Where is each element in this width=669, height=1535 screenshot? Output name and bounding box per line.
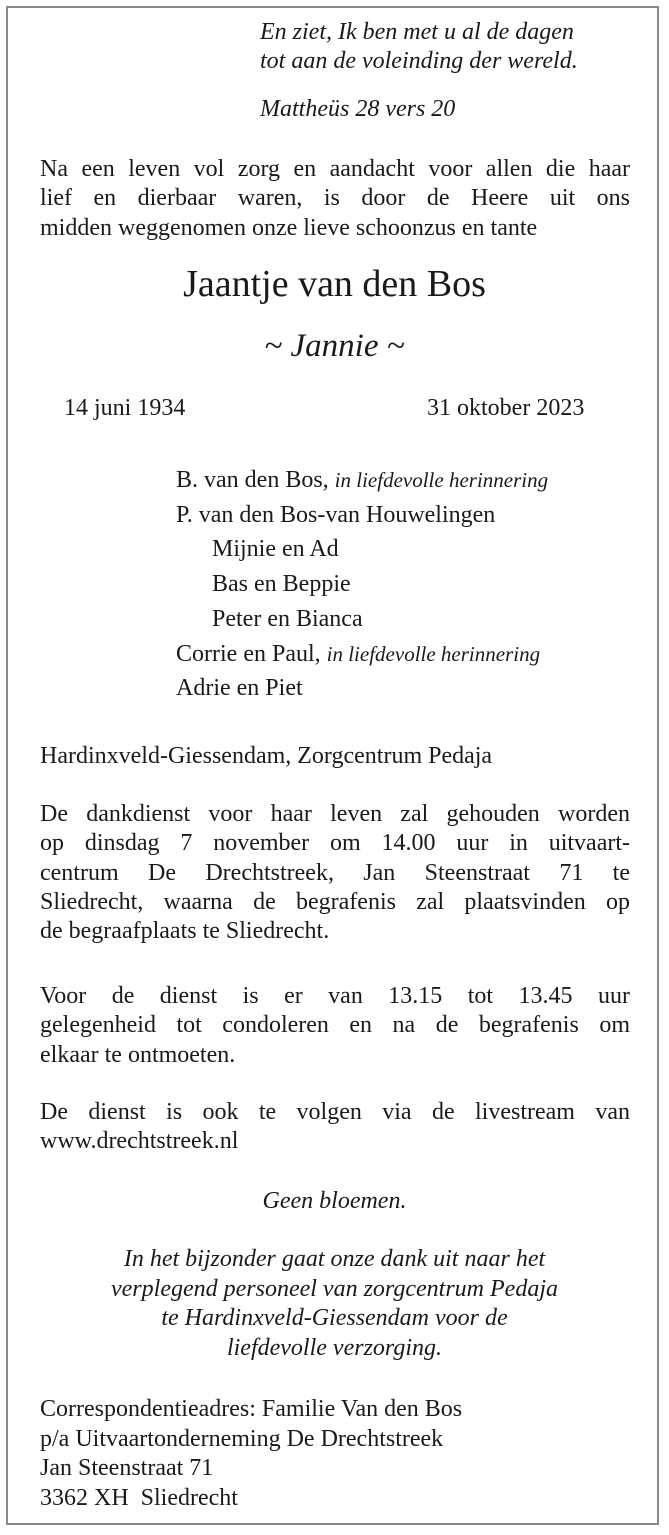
intro-paragraph: [40, 155, 630, 243]
family-member: [176, 567, 548, 602]
family-member-name: Corrie en Paul,: [176, 640, 321, 667]
livestream-paragraph: [40, 1098, 630, 1157]
family-member-name: B. van den Bos,: [176, 467, 329, 493]
family-member: [176, 602, 548, 637]
correspondence-line-2: p/a Uitvaartonderneming De Drechtstreek: [40, 1425, 444, 1452]
condolence-line-1: Voor de dienst is er van 13.15 tot 13.45 uur: [40, 983, 630, 1009]
family-member-name: Bas en Beppie: [212, 571, 351, 598]
family-member: [176, 532, 548, 567]
condolence-line-3: elkaar te ontmoeten.: [40, 1041, 236, 1068]
birth-date: 14 juni 1934: [64, 395, 186, 421]
thanks-line-3: te Hardinxveld-Giessendam voor de: [161, 1305, 508, 1331]
thanks-line-1: In het bijzonder gaat onze dank uit naar het: [123, 1246, 546, 1272]
thanks-line-2: verplegend personeel van zorgcentrum Pedaja: [111, 1275, 558, 1302]
service-line-2: op dinsdag 7 november om 14.00 uur in uitvaart-: [40, 830, 630, 857]
verse-line-1: En ziet, Ik ben met u al de dagen: [260, 19, 574, 45]
intro-line-2: lief en dierbaar waren, is door de Heere uit ons: [40, 185, 630, 212]
correspondence-address: [40, 1395, 462, 1513]
condolence-line-2: gelegenheid tot condoleren en na de begrafenis om: [40, 1012, 630, 1039]
condolence-paragraph: [40, 982, 630, 1070]
service-line-1: De dankdienst voor haar leven zal gehouden worden: [40, 801, 630, 827]
family-member-note: in liefdevolle herinnering: [326, 641, 541, 666]
livestream-url: www.drechtstreek.nl: [40, 1128, 239, 1155]
thanks-paragraph: [0, 1245, 669, 1363]
family-member-name: P. van den Bos-van Houwelingen: [176, 501, 496, 528]
intro-line-3: midden weggenomen onze lieve schoonzus en tante: [40, 214, 538, 241]
no-flowers-note: Geen bloemen.: [262, 1188, 407, 1214]
family-member: [176, 671, 548, 706]
correspondence-line-4: 3362 XH Sliedrecht: [40, 1484, 238, 1511]
verse-text: [260, 18, 578, 76]
livestream-line-1: De dienst is ook te volgen via de livestream van: [40, 1099, 630, 1125]
correspondence-line-3: Jan Steenstraat 71: [40, 1455, 214, 1481]
family-member-name: Adrie en Piet: [176, 675, 303, 702]
service-line-4: Sliedrecht, waarna de begrafenis zal plaatsvinden op: [40, 888, 630, 915]
deceased-nickname: ~ Jannie ~: [264, 328, 405, 364]
verse-reference: Mattheüs 28 vers 20: [260, 96, 456, 122]
family-member: [176, 463, 548, 498]
service-paragraph: [40, 800, 630, 946]
service-line-5: de begraafplaats te Sliedrecht.: [40, 918, 330, 945]
family-member: [176, 498, 548, 533]
thanks-line-4: liefdevolle verzorging.: [226, 1334, 443, 1361]
correspondence-line-1: Correspondentieadres: Familie Van den Bos: [40, 1396, 463, 1422]
family-member: [176, 637, 548, 672]
family-list: [176, 463, 548, 706]
deceased-name: Jaantje van den Bos: [183, 263, 486, 305]
family-member-name: Mijnie en Ad: [212, 536, 339, 563]
intro-line-1: Na een leven vol zorg en aandacht voor allen die haar: [40, 156, 630, 182]
family-member-name: Peter en Bianca: [212, 605, 363, 632]
location-line: Hardinxveld-Giessendam, Zorgcentrum Pedaja: [40, 743, 493, 769]
death-date: 31 oktober 2023: [427, 395, 585, 421]
service-line-3: centrum De Drechtstreek, Jan Steenstraat 71 te: [40, 859, 630, 886]
verse-line-2: tot aan de voleinding der wereld.: [260, 48, 578, 74]
family-member-note: in liefdevolle herinnering: [334, 468, 549, 492]
